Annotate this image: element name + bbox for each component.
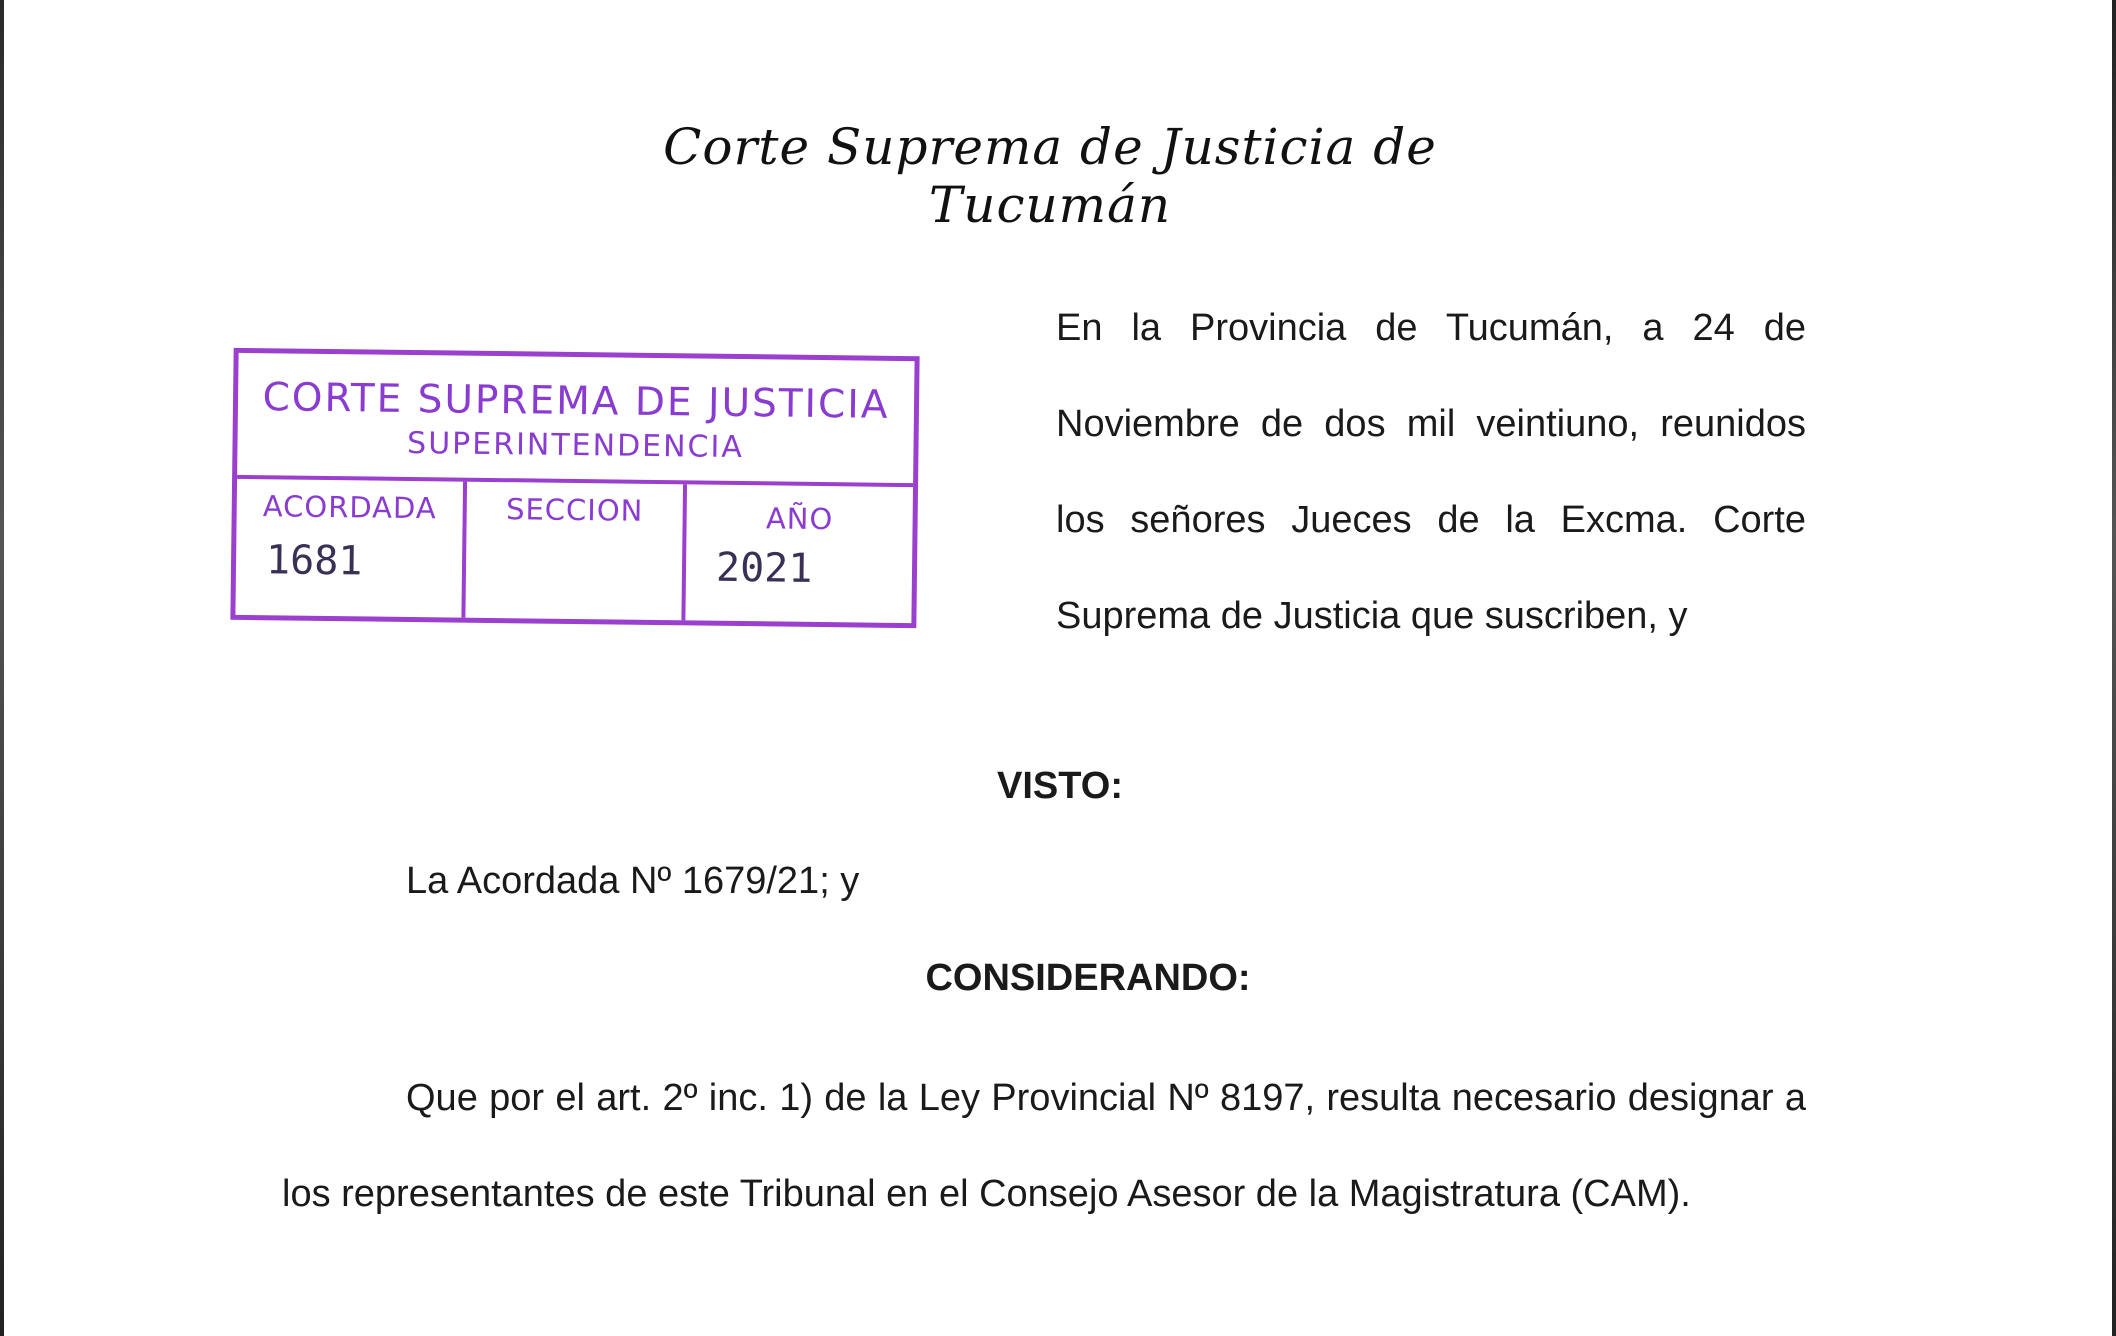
- stamp-anio-number: 2021: [715, 544, 813, 592]
- intro-paragraph: En la Provincia de Tucumán, a 24 de Noviembre de dos mil veintiuno, reunidos los señores Jueces de la Excma. Corte Suprema de Justicia que suscriben, y: [1056, 307, 1806, 637]
- registry-stamp: [230, 348, 919, 628]
- visto-heading: VISTO:: [997, 765, 1123, 807]
- stamp-acordada-cell: [235, 479, 467, 618]
- stamp-header: [237, 353, 914, 487]
- considerando-heading: CONSIDERANDO:: [925, 957, 1251, 999]
- visto-text: La Acordada Nº 1679/21; y: [406, 860, 860, 902]
- considerando-paragraph: Que por el art. 2º inc. 1) de la Ley Provincial Nº 8197, resulta necesario designar a los representantes de este Tribunal en el Consejo Asesor de la Magistratura (CAM).: [282, 1077, 1806, 1215]
- stamp-anio-cell: [685, 484, 913, 623]
- stamp-department: SUPERINTENDENCIA: [406, 425, 745, 466]
- stamp-seccion-label: SECCION: [505, 492, 644, 528]
- court-letterhead: Corte Suprema de Justicia de Tucumán: [663, 118, 1437, 234]
- stamp-seccion-cell: [465, 482, 687, 621]
- stamp-fields: [235, 479, 913, 623]
- stamp-acordada-label: ACORDADA: [262, 489, 437, 526]
- stamp-court-name: CORTE SUPREMA DE JUSTICIA: [262, 375, 890, 428]
- stamp-acordada-number: 1681: [265, 537, 363, 585]
- stamp-anio-label: AÑO: [765, 501, 834, 537]
- scan-edge-right: [2112, 0, 2116, 1336]
- scan-edge-left: [0, 0, 4, 1336]
